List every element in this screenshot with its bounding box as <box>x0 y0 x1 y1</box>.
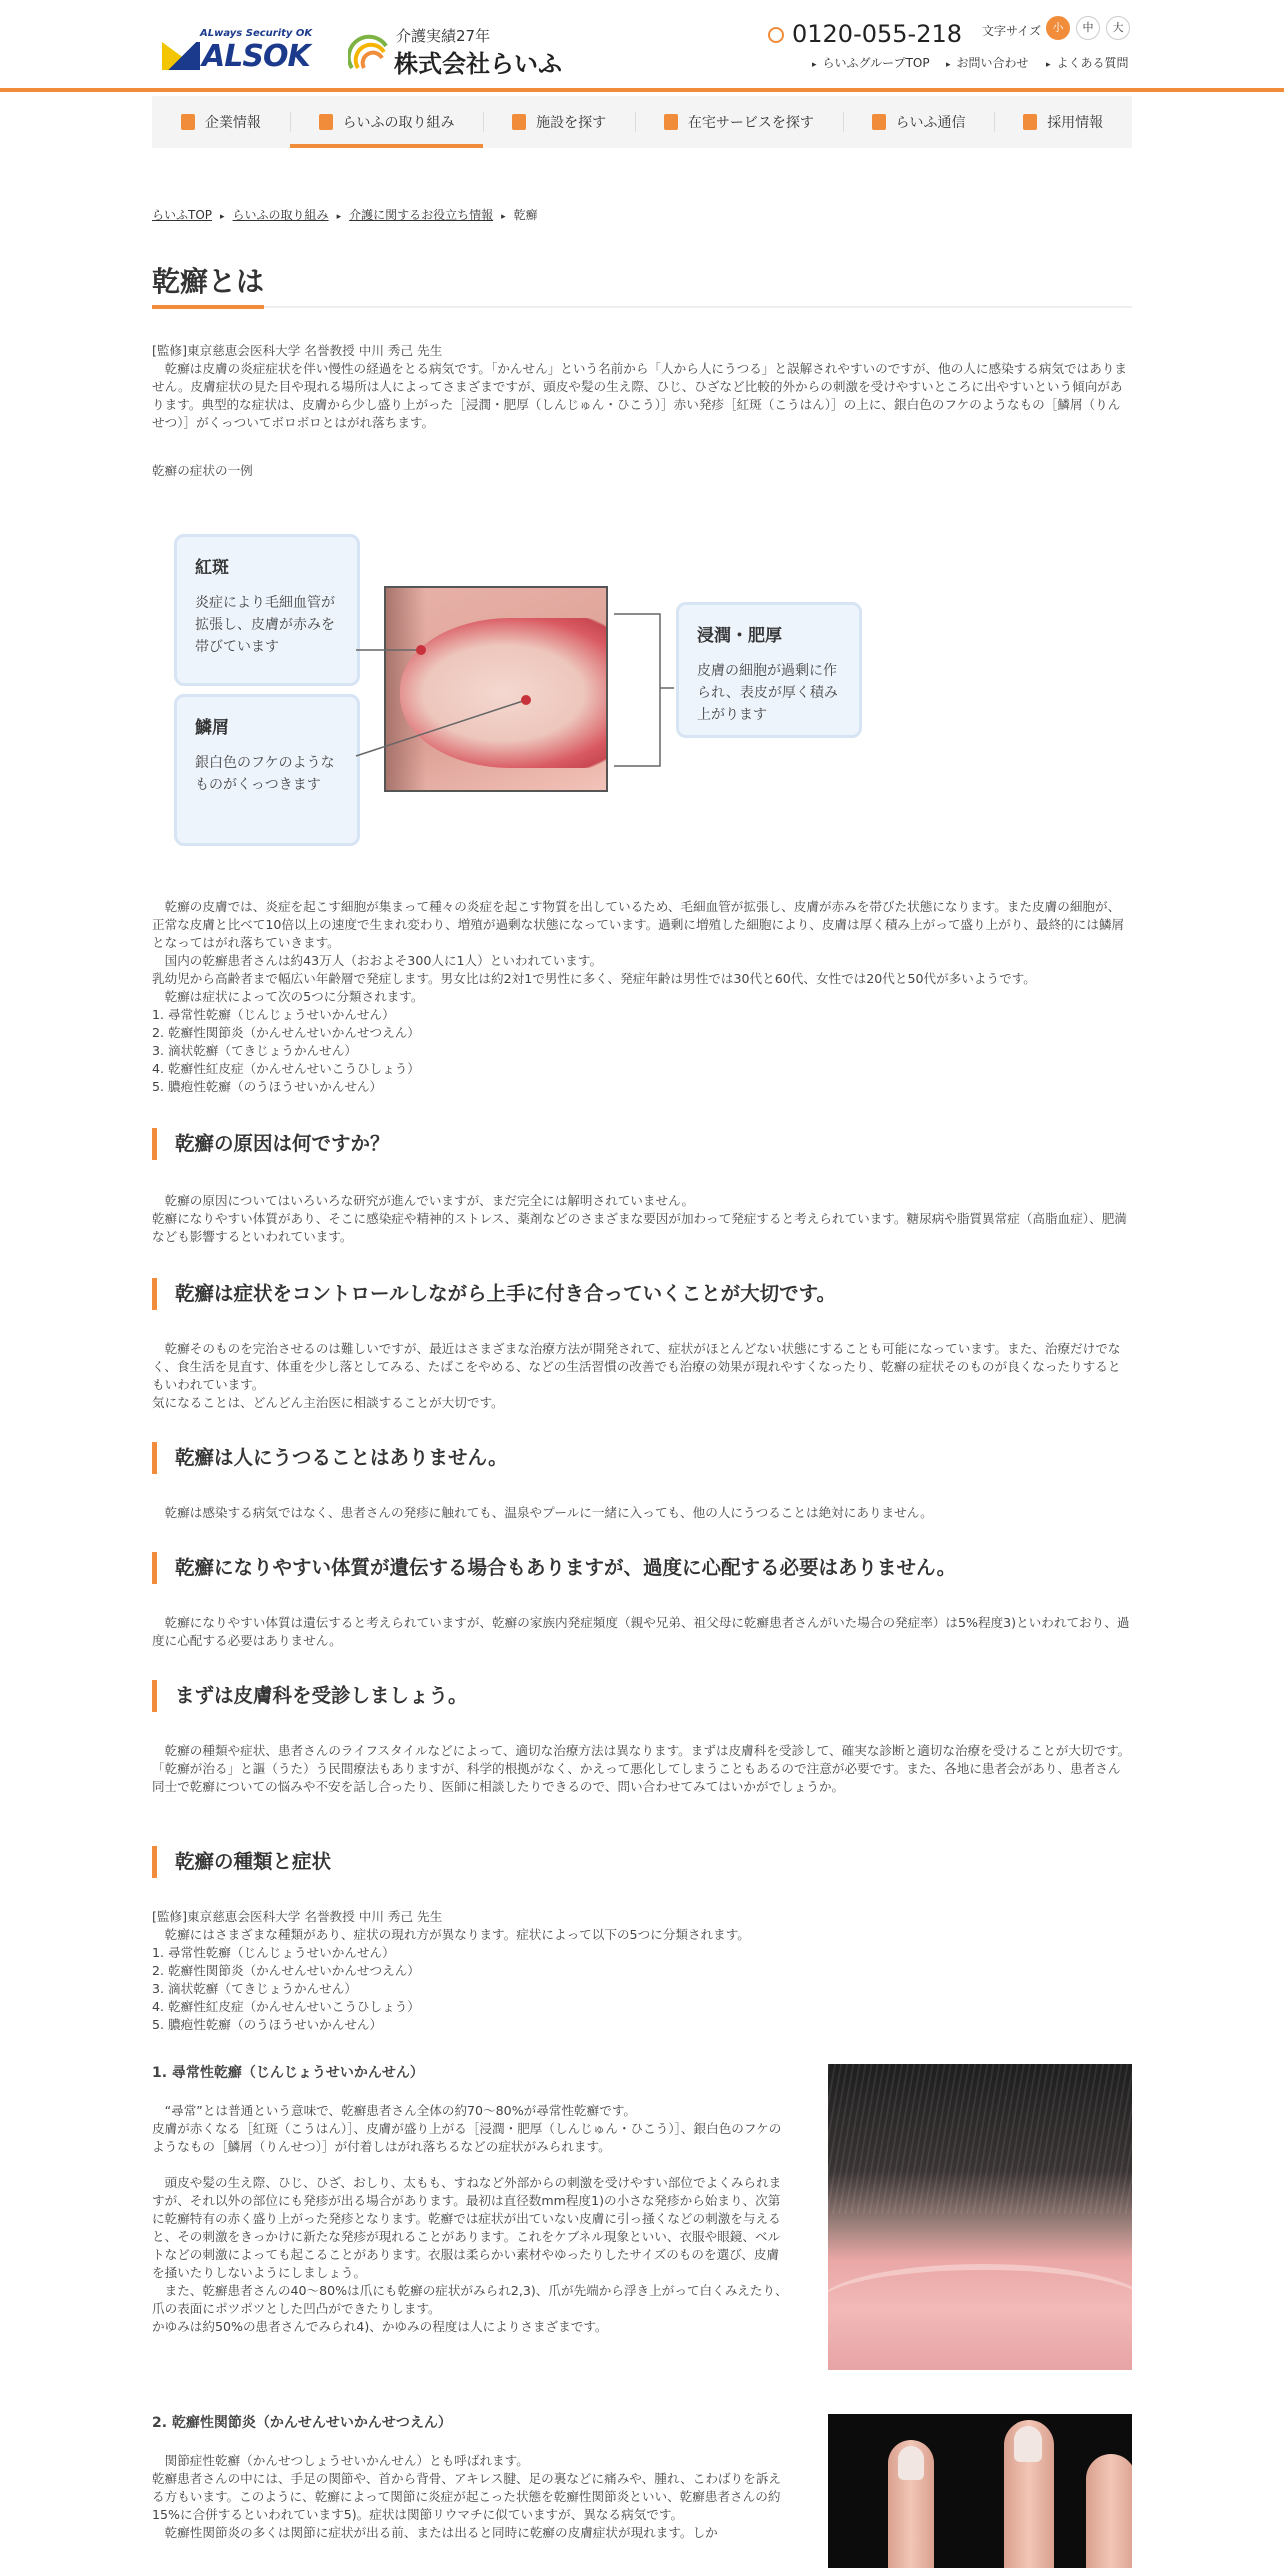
company-subtitle: 介護実績27年 <box>396 27 491 45</box>
paragraph-spacer <box>152 2156 788 2174</box>
paragraph: [監修]東京慈恵会医科大学 名誉教授 中川 秀己 先生 <box>152 1909 443 1924</box>
breadcrumb <box>152 206 538 223</box>
paragraph: 乾癬そのものを完治させるのは難しいですが、最近はさまざまな治療方法が開発されて、症状がほとんどない状態にすることも可能になっています。また、治療だけでなく、食生活を見直す、体重を少し落としてみる、たばこをやめる、などの生活習慣の改善でも治療の効果が現れやすくなったり、乾癬の症状そのものが良くなったりするともいわれています。 <box>152 1341 1121 1392</box>
section-heading-types: 乾癬の種類と症状 <box>152 1846 1132 1878</box>
nav-label: らいふの取り組み <box>342 115 455 131</box>
rinsetsu-title: 鱗屑 <box>195 718 229 738</box>
paragraph: 乳幼児から高齢者まで幅広い年齢層で発症します。男女比は約2対1で男性に多く、発症年齢は男性では30代と60代、女性では20代と50代が多いようです。 <box>152 971 1036 986</box>
alsok-triangle-shade-icon <box>162 42 200 70</box>
raifu-rainbow-icon <box>348 28 390 70</box>
paragraph: 乾癬の原因についてはいろいろな研究が進んでいますが、まだ完全には解明されていません。 <box>152 1193 695 1208</box>
type-heading-arthritis: 2. 乾癬性関節炎（かんせんせいかんせつえん） <box>152 2415 452 2431</box>
paragraph: 乾癬は症状によって次の5つに分類されます。 <box>152 989 424 1004</box>
list-item: 3. 滴状乾癬（てきじょうかんせん） <box>152 1043 357 1058</box>
paragraph: 乾癬になりやすい体質があり、そこに感染症や精神的ストレス、薬剤などのさまざまな要因が加わって発症すると考えられています。糖尿病や脂質異常症（高脂血症）、肥満なども影響するといわれています。 <box>152 1211 1127 1244</box>
list-item: 2. 乾癬性関節炎（かんせんせいかんせつえん） <box>152 1025 420 1040</box>
section-heading-cause: 乾癬の原因は何ですか？ <box>152 1128 1132 1160</box>
contact-link[interactable]: ▸ お問い合わせ <box>946 54 1029 71</box>
paragraph: 乾癬になりやすい体質は遺伝すると考えられていますが、乾癬の家族内発症頻度（親や兄弟、祖父母に乾癬患者さんがいた場合の発症率）は5%程度3)といわれており、過度に心配する必要はありません。 <box>152 1615 1130 1648</box>
breadcrumb-initiatives[interactable]: らいふの取り組み <box>232 208 329 222</box>
nav-item-facilities[interactable] <box>483 96 635 148</box>
section-text-control <box>152 1340 1132 1412</box>
faq-link[interactable]: ▸ よくある質問 <box>1046 54 1129 71</box>
scalp-psoriasis-photo <box>828 2064 1132 2370</box>
intro-text <box>152 342 1132 432</box>
nav-item-newsletter[interactable] <box>843 96 995 148</box>
shinjun-box <box>676 602 862 738</box>
section-text-types <box>152 1908 1132 2034</box>
paragraph: 皮膚が赤くなる［紅斑（こうはん）］、皮膚が盛り上がる［浸潤・肥厚（しんじゅん・ひこう）］、銀白色のフケのようなもの［鱗屑（りんせつ）］が付着しはがれ落ちるなどの症状がみられます。 <box>152 2121 782 2154</box>
font-size-large-button[interactable]: 大 <box>1106 16 1130 40</box>
page-title: 乾癬とは <box>152 265 265 298</box>
paragraph: 乾癬性関節炎の多くは関節に症状が出る前、または出ると同時に乾癬の皮膚症状が現れます。しか <box>152 2525 718 2540</box>
intro-paragraph: 乾癬は皮膚の炎症症状を伴い慢性の経過をとる病気です。「かんせん」という名前から「人から人にうつる」と誤解されやすいのですが、他の人に感染する病気ではありません。皮膚症状の見た目や現れる場所は人によってさまざまですが、頭皮や髪の生え際、ひじ、ひざなど比較的外からの刺激を受けやすいところに出やすいという傾向があります。典型的な症状は、皮膚から少し盛り上がった［浸潤・肥厚（しんじゅん・ひこう）］赤い発疹［紅斑（こうはん）］の上に、銀白色のフケのようなもの［鱗屑（りんせつ）］がくっついてボロボロとはがれ落ちます。 <box>152 361 1128 430</box>
breadcrumb-top[interactable]: らいふTOP <box>152 208 213 222</box>
global-nav <box>152 96 1132 148</box>
font-size-small-button[interactable]: 小 <box>1046 16 1070 40</box>
phone-number[interactable]: 0120-055-218 <box>792 20 963 48</box>
paragraph: また、乾癬患者さんの40〜80%は爪にも乾癬の症状がみられ2,3)、爪が先端から浮き上がって白くみえたり、爪の表面にポツポツとした凹凸ができたりします。 <box>152 2283 788 2316</box>
supervisor-note: [監修]東京慈恵会医科大学 名誉教授 中川 秀己 先生 <box>152 343 443 358</box>
bottle-icon <box>872 114 886 130</box>
list-item: 1. 尋常性乾癬（じんじょうせいかんせん） <box>152 1945 395 1960</box>
list-item: 4. 乾癬性紅皮症（かんせんせいこうひしょう） <box>152 1999 420 2014</box>
facility-icon <box>512 114 526 130</box>
font-size-label: 文字サイズ <box>982 24 1042 38</box>
breadcrumb-current: 乾癬 <box>513 208 538 222</box>
presentation-icon <box>319 114 333 130</box>
breadcrumb-separator-icon: ▸ <box>336 212 342 222</box>
paragraph: 国内の乾癬患者さんは約43万人（おおよそ300人に1人）といわれています。 <box>152 953 603 968</box>
kohan-text: 炎症により毛細血管が拡張し、皮膚が赤みを帯びています <box>195 595 335 655</box>
paragraph: 乾癬は感染する病気ではなく、患者さんの発疹に触れても、温泉やプールに一緒に入っても、他の人にうつることは絶対にありません。 <box>152 1505 933 1520</box>
section-heading-not-contagious: 乾癬は人にうつることはありません。 <box>152 1442 1132 1474</box>
nav-item-initiatives[interactable] <box>290 96 484 148</box>
section-heading-heredity: 乾癬になりやすい体質が遺伝する場合もありますが、過度に心配する必要はありません。 <box>152 1552 1132 1584</box>
title-divider-accent <box>152 305 264 309</box>
type-text-vulgaris <box>152 2102 788 2336</box>
section-text-dermatology <box>152 1742 1132 1796</box>
diagram-caption: 乾癬の症状の一例 <box>152 463 253 478</box>
building-icon <box>181 114 195 130</box>
symptom-explanation <box>152 898 1132 1096</box>
nav-label: 施設を探す <box>536 115 607 131</box>
list-item: 5. 膿疱性乾癬（のうほうせいかんせん） <box>152 1079 383 1094</box>
breadcrumb-care-info[interactable]: 介護に関するお役立ち情報 <box>349 208 494 222</box>
nav-label: 在宅サービスを探す <box>687 115 814 131</box>
rinsetsu-text: 銀白色のフケのようなものがくっつきます <box>195 755 335 793</box>
breadcrumb-separator-icon: ▸ <box>220 212 225 222</box>
paragraph: 「乾癬が治る」と謳（うた）う民間療法もありますが、科学的根拠がなく、かえって悪化してしまうこともあるので注意が必要です。また、各地に患者会があり、患者さん同士で乾癬についての悩みや不安を話し合ったり、医師に相談したりできるので、問い合わせてみてはいかがでしょうか。 <box>152 1761 1121 1794</box>
finger-arthritis-photo <box>828 2414 1132 2568</box>
company-name[interactable]: 株式会社らいふ <box>394 50 562 78</box>
photo-lesion-edge <box>828 2264 1132 2344</box>
photo-nail <box>1014 2426 1042 2462</box>
shinjun-text: 皮膚の細胞が過剰に作られ、表皮が厚く積み上がります <box>697 663 838 723</box>
section-text-not-contagious <box>152 1504 1132 1522</box>
section-text-cause <box>152 1192 1132 1246</box>
title-divider <box>152 306 1132 308</box>
alsok-tagline: ALways Security OK <box>200 28 313 39</box>
nav-label: 採用情報 <box>1047 115 1104 131</box>
paragraph: 乾癬患者さんの中には、手足の関節や、首から背骨、アキレス腱、足の裏などに痛みや、腫れ、こわばりを訴える方もいます。このように、乾癬によって関節に炎症が起こった状態を乾癬性関節炎といい、乾癬患者さんの約15%に合併するといわれています5)。症状は関節リウマチに似ていますが、異なる病気です。 <box>152 2471 781 2522</box>
list-item: 1. 尋常性乾癬（じんじょうせいかんせん） <box>152 1007 395 1022</box>
type-text-arthritis <box>152 2452 788 2542</box>
type-heading-vulgaris: 1. 尋常性乾癬（じんじょうせいかんせん） <box>152 2065 424 2081</box>
alsok-logo[interactable] <box>162 28 342 72</box>
phone-icon <box>768 27 784 43</box>
paragraph: 乾癬の種類や症状、患者さんのライフスタイルなどによって、適切な治療方法は異なります。まずは皮膚科を受診して、確実な診断と適切な治療を受けることが大切です。 <box>152 1743 1131 1758</box>
paragraph: 頭皮や髪の生え際、ひじ、ひざ、おしり、太もも、すねなど外部からの刺激を受けやすい部位でよくみられますが、それ以外の部位にも発疹が出る場合があります。最初は直径数mm程度1)の小さな発疹から始まり、次第に乾癬特有の赤く盛り上がった発疹となります。乾癬では症状が出ていない皮膚に引っ掻くなどの刺激を与えると、その刺激をきっかけに新たな発疹が現れることがあります。これをケブネル現象といい、衣服や眼鏡、ベルトなどの刺激によっても起こることがあります。衣服は柔らかい素材やゆったりしたサイズのものを選び、皮膚を掻いたりしないようにしましょう。 <box>152 2175 782 2280</box>
photo-hair-texture <box>828 2064 1132 2214</box>
photo-finger <box>1086 2454 1132 2568</box>
alsok-wordmark: ALSOK <box>202 39 310 74</box>
breadcrumb-separator-icon: ▸ <box>501 212 506 222</box>
nav-label: 企業情報 <box>204 115 261 131</box>
paragraph: 関節症性乾癬（かんせつしょうせいかんせん）とも呼ばれます。 <box>152 2453 529 2468</box>
paragraph: 乾癬の皮膚では、炎症を起こす細胞が集まって種々の炎症を起こす物質を出しているため、毛細血管が拡張し、皮膚が赤みを帯びた状態になります。また皮膚の細胞が、正常な皮膚と比べて10倍以上の速度で生まれ変わり、増殖が過剰な状態になっています。過剰に増殖した細胞により、皮膚は厚く積み上がって盛り上がり、最終的には鱗屑となってはがれ落ちていきます。 <box>152 899 1125 950</box>
paragraph: 乾癬にはさまざまな種類があり、症状の現れ方が異なります。症状によって以下の5つに分類されます。 <box>152 1927 750 1942</box>
person-icon <box>1023 114 1037 130</box>
list-item: 3. 滴状乾癬（てきじょうかんせん） <box>152 1981 357 1996</box>
paragraph: “尋常”とは普通という意味で、乾癬患者さん全体の約70〜80%が尋常性乾癬です。 <box>152 2103 636 2118</box>
kohan-title: 紅斑 <box>195 558 229 578</box>
group-top-link[interactable]: ▸ らいふグループTOP <box>812 54 930 71</box>
section-heading-control: 乾癬は症状をコントロールしながら上手に付き合っていくことが大切です。 <box>152 1278 1132 1310</box>
nav-item-home-services[interactable] <box>635 96 843 148</box>
list-item: 5. 膿疱性乾癬（のうほうせいかんせん） <box>152 2017 383 2032</box>
shinjun-title: 浸潤・肥厚 <box>697 626 782 646</box>
house-icon <box>664 114 678 130</box>
nav-label: らいふ通信 <box>895 115 966 131</box>
paragraph: かゆみは約50%の患者さんでみられ4)、かゆみの程度は人によりさまざまです。 <box>152 2319 608 2334</box>
font-size-medium-button[interactable]: 中 <box>1076 16 1100 40</box>
nav-item-company[interactable] <box>152 96 290 148</box>
symptom-diagram <box>170 528 870 848</box>
list-item: 4. 乾癬性紅皮症（かんせんせいこうひしょう） <box>152 1061 420 1076</box>
section-heading-dermatology: まずは皮膚科を受診しましょう。 <box>152 1680 1132 1712</box>
list-item: 2. 乾癬性関節炎（かんせんせいかんせつえん） <box>152 1963 420 1978</box>
photo-nail <box>898 2446 924 2480</box>
paragraph: 気になることは、どんどん主治医に相談することが大切です。 <box>152 1395 504 1410</box>
site-header <box>0 0 1284 92</box>
section-text-heredity <box>152 1614 1132 1650</box>
nav-item-recruit[interactable] <box>994 96 1132 148</box>
